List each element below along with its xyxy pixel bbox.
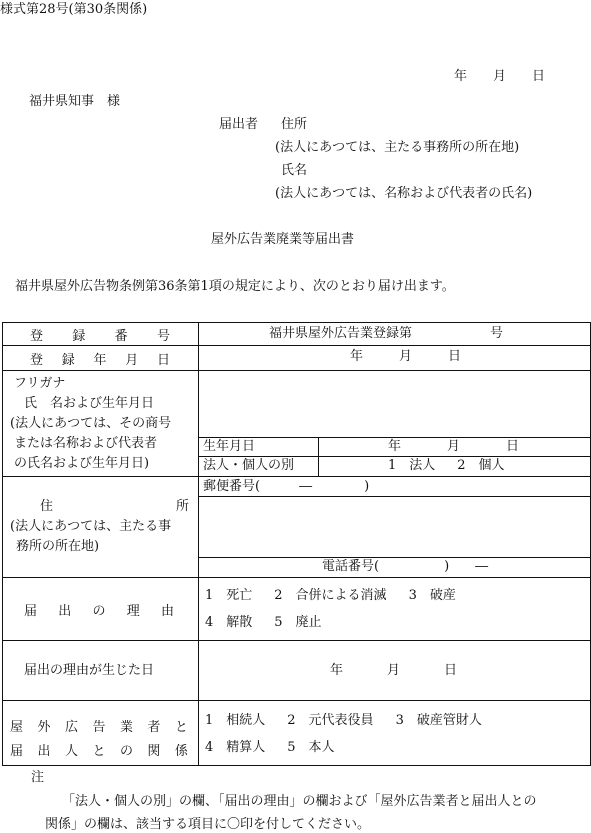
- address-input-area[interactable]: [199, 497, 590, 557]
- notifier-name-label: 氏名: [281, 163, 308, 178]
- reg-number-value[interactable]: 福井県屋外広告業登録第 号: [269, 326, 504, 341]
- entity-type-individual[interactable]: 2 個人: [457, 458, 505, 473]
- reason-dissolution[interactable]: 4 解散: [205, 615, 253, 630]
- note-line-2: 関係」の欄は、該当する項目に〇印を付してください。: [45, 817, 371, 832]
- relation-liquidator[interactable]: 4 精算人: [205, 740, 266, 755]
- reason-options-row2: [205, 615, 322, 631]
- address-label-b: 所: [176, 499, 190, 514]
- name-label: 氏 名および生年月日: [24, 396, 155, 411]
- form-number: 様式第28号(第30条関係): [0, 2, 148, 17]
- name-note-3: の氏名および生年月日): [14, 456, 150, 471]
- relation-options-row1: [205, 713, 482, 729]
- furigana-label: フリガナ: [14, 376, 66, 391]
- reason-bankruptcy[interactable]: 3 破産: [408, 588, 456, 603]
- date-day: 日: [532, 69, 546, 84]
- notifier-address-note: (法人にあつては、主たる事務所の所在地): [275, 140, 520, 155]
- addressee: 福井県知事 様: [29, 94, 121, 109]
- intro-text: 福井県屋外広告物条例第36条第1項の規定により、次のとおり届け出ます。: [15, 279, 455, 294]
- reason-date-value[interactable]: 年 月 日: [330, 663, 458, 678]
- note-line-1: 「法人・個人の別」の欄、「届出の理由」の欄および「屋外広告業者と届出人との: [62, 794, 537, 809]
- notifier-name-note: (法人にあつては、名称および代表者の氏名): [275, 186, 533, 201]
- reason-date-label: 届出の理由が生じた日: [24, 663, 155, 678]
- address-note-1: (法人にあつては、主たる事: [10, 519, 172, 534]
- reg-date-value[interactable]: 年 月 日: [350, 349, 462, 364]
- notifier-address-label: 住所: [281, 117, 308, 132]
- reason-label: 届 出 の 理 由: [24, 604, 174, 619]
- relation-label-line2: 届 出 人 と の 関 係: [10, 744, 188, 759]
- name-note-1: (法人にあつては、その商号: [10, 416, 172, 431]
- address-note-2: 務所の所在地): [16, 539, 100, 554]
- name-input-area[interactable]: [199, 371, 590, 437]
- relation-options-row2: [205, 740, 335, 756]
- reg-number-label: 登 録 番 号: [30, 329, 170, 344]
- relation-self[interactable]: 5 本人: [287, 740, 335, 755]
- entity-type-corporation[interactable]: 1 法人: [388, 458, 436, 473]
- relation-former-officer[interactable]: 2 元代表役員: [287, 713, 374, 728]
- reason-closure[interactable]: 5 廃止: [274, 615, 322, 630]
- reason-merger[interactable]: 2 合併による消滅: [274, 588, 387, 603]
- birth-date-value[interactable]: 年 月 日: [388, 439, 520, 454]
- document-title: 屋外広告業廃業等届出書: [211, 232, 355, 247]
- date-year: 年: [454, 69, 468, 84]
- birth-date-label: 生年月日: [203, 439, 256, 454]
- relation-heir[interactable]: 1 相続人: [205, 713, 266, 728]
- reg-date-label: 登 録 年 月 日: [30, 353, 170, 368]
- phone-field[interactable]: 電話番号( ) ―: [322, 559, 489, 574]
- name-note-2: または名称および代表者: [14, 436, 158, 451]
- address-label-a: 住: [40, 499, 54, 514]
- relation-trustee[interactable]: 3 破産管財人: [395, 713, 482, 728]
- entity-type-options[interactable]: [388, 458, 505, 474]
- date-month: 月: [493, 69, 507, 84]
- entity-type-label: 法人・個人の別: [203, 458, 295, 473]
- postal-code-field[interactable]: 郵便番号( ― ): [203, 479, 370, 494]
- reason-options-row1: [205, 588, 456, 604]
- note-label: 注: [31, 770, 45, 785]
- notifier-label: 届出者: [219, 117, 259, 132]
- reason-death[interactable]: 1 死亡: [205, 588, 253, 603]
- relation-label-line1: 屋 外 広 告 業 者 と: [10, 720, 188, 735]
- submission-date: [454, 69, 545, 85]
